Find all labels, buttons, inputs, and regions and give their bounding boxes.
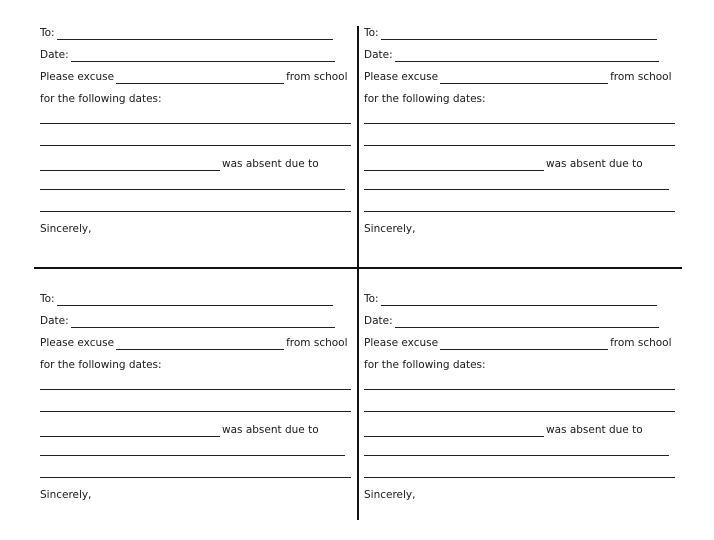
closing-text: Sincerely, (364, 489, 416, 501)
excuse-note-bottom-left (40, 292, 352, 532)
excuse-note-bottom-right (364, 292, 676, 532)
date-label: Date: (40, 49, 69, 61)
absent-name-field[interactable] (40, 425, 220, 437)
reason-line-2[interactable] (364, 477, 675, 478)
excuse-suffix: from school (610, 337, 672, 349)
to-field[interactable] (381, 28, 657, 40)
date-field[interactable] (71, 316, 335, 328)
to-field[interactable] (57, 294, 333, 306)
excuse-prefix: Please excuse (364, 71, 439, 83)
reason-line-1[interactable] (40, 189, 345, 190)
closing-text: Sincerely, (40, 489, 92, 501)
absent-label: was absent due to (222, 424, 319, 436)
vertical-divider (357, 26, 359, 520)
dates-label: for the following dates: (40, 359, 162, 371)
excuse-suffix: from school (610, 71, 672, 83)
closing-text: Sincerely, (40, 223, 92, 235)
date-field[interactable] (395, 316, 659, 328)
absent-label: was absent due to (546, 158, 643, 170)
to-field[interactable] (381, 294, 657, 306)
reason-line-2[interactable] (40, 477, 351, 478)
horizontal-divider (34, 267, 682, 269)
dates-label: for the following dates: (40, 93, 162, 105)
reason-line-2[interactable] (40, 211, 351, 212)
excuse-suffix: from school (286, 337, 348, 349)
dates-line-2[interactable] (364, 145, 675, 146)
date-label: Date: (364, 49, 393, 61)
reason-line-1[interactable] (364, 455, 669, 456)
dates-line-1[interactable] (364, 389, 675, 390)
absent-name-field[interactable] (364, 159, 544, 171)
excuse-note-top-right (364, 26, 676, 266)
absent-name-field[interactable] (40, 159, 220, 171)
dates-line-2[interactable] (40, 411, 351, 412)
to-field[interactable] (57, 28, 333, 40)
dates-line-1[interactable] (364, 123, 675, 124)
date-field[interactable] (71, 50, 335, 62)
excuse-note-top-left (40, 26, 352, 266)
reason-line-1[interactable] (40, 455, 345, 456)
closing-text: Sincerely, (364, 223, 416, 235)
date-field[interactable] (395, 50, 659, 62)
to-label: To: (40, 27, 55, 39)
absent-name-field[interactable] (364, 425, 544, 437)
date-label: Date: (364, 315, 393, 327)
absent-label: was absent due to (222, 158, 319, 170)
dates-label: for the following dates: (364, 359, 486, 371)
reason-line-2[interactable] (364, 211, 675, 212)
excuse-prefix: Please excuse (40, 71, 115, 83)
excuse-suffix: from school (286, 71, 348, 83)
absent-label: was absent due to (546, 424, 643, 436)
student-name-field[interactable] (116, 72, 284, 84)
to-label: To: (364, 27, 379, 39)
to-label: To: (40, 293, 55, 305)
student-name-field[interactable] (116, 338, 284, 350)
excuse-prefix: Please excuse (40, 337, 115, 349)
dates-label: for the following dates: (364, 93, 486, 105)
dates-line-1[interactable] (40, 389, 351, 390)
student-name-field[interactable] (440, 72, 608, 84)
student-name-field[interactable] (440, 338, 608, 350)
dates-line-1[interactable] (40, 123, 351, 124)
dates-line-2[interactable] (364, 411, 675, 412)
reason-line-1[interactable] (364, 189, 669, 190)
excuse-prefix: Please excuse (364, 337, 439, 349)
date-label: Date: (40, 315, 69, 327)
to-label: To: (364, 293, 379, 305)
dates-line-2[interactable] (40, 145, 351, 146)
